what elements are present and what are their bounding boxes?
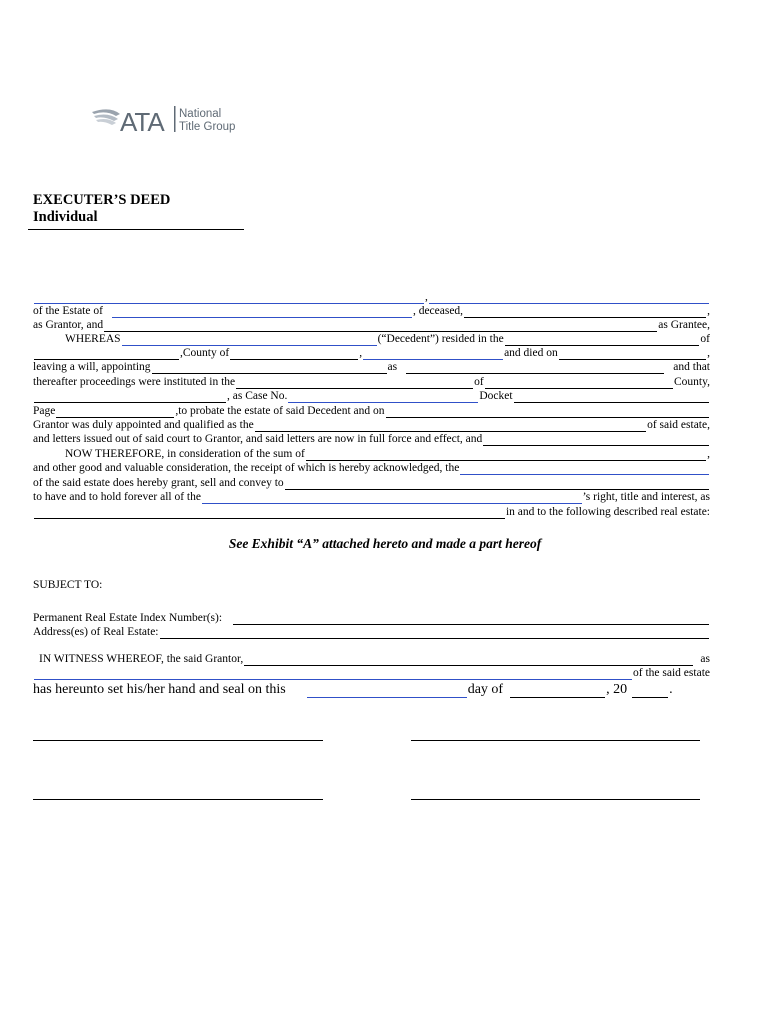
interest-field[interactable] xyxy=(34,507,505,519)
address-line: Address(es) of Real Estate: xyxy=(33,625,710,639)
day-field[interactable] xyxy=(307,684,467,698)
court-field[interactable] xyxy=(236,377,473,389)
witness-line: IN WITNESS WHEREOF, the said Grantor, as xyxy=(39,653,710,665)
closing-line: has hereunto set his/her hand and seal on this day of , 20 . xyxy=(33,682,673,697)
letters-field[interactable] xyxy=(483,434,709,446)
deed-line-9: Page ,to probate the estate of said Decedent and on xyxy=(33,404,710,418)
probate-date-field[interactable] xyxy=(386,406,709,418)
deed-line-11: and letters issued out of said court to Grantor, and said letters are now in full force and effect, and xyxy=(33,432,710,446)
title-rule xyxy=(28,229,244,230)
title-line-2: Individual xyxy=(33,209,98,225)
deed-line-4: WHEREAS (“Decedent”) resided in the of xyxy=(65,333,710,345)
pin-line: Permanent Real Estate Index Number(s): xyxy=(33,611,710,625)
witness-capacity-field[interactable] xyxy=(34,668,632,680)
page-field[interactable] xyxy=(56,406,174,418)
court-name-field[interactable] xyxy=(34,391,226,403)
address-field[interactable] xyxy=(160,627,709,639)
whereas-field[interactable] xyxy=(122,334,377,346)
ata-logo xyxy=(90,100,250,140)
docket-field[interactable] xyxy=(514,391,709,403)
resided-in-field[interactable] xyxy=(505,334,700,346)
died-on-field[interactable] xyxy=(559,348,706,360)
grantee-field[interactable] xyxy=(104,320,657,332)
pin-field[interactable] xyxy=(233,613,709,625)
exhibit-note: See Exhibit “A” attached hereto and made a part hereof xyxy=(228,536,542,551)
deed-line-13: and other good and valuable consideration, the receipt of which is hereby acknowledged, the xyxy=(33,461,710,475)
signature-line-2[interactable] xyxy=(411,740,700,741)
deed-line-3: as Grantor, and as Grantee, xyxy=(33,319,710,331)
state-field[interactable] xyxy=(363,348,503,360)
witness-grantor-field[interactable] xyxy=(244,654,693,666)
convey-to-field[interactable] xyxy=(285,478,709,490)
deceased-field[interactable] xyxy=(464,306,706,318)
document-title xyxy=(33,192,170,226)
deed-line-1: , xyxy=(33,290,710,304)
deed-line-2: of the Estate of , deceased, , xyxy=(33,305,710,317)
month-field[interactable] xyxy=(510,684,605,698)
svg-text:National: National xyxy=(179,108,222,120)
court-county-field[interactable] xyxy=(485,377,673,389)
as-field[interactable] xyxy=(406,362,664,374)
grantor-field[interactable] xyxy=(34,292,424,304)
consideration-field[interactable] xyxy=(306,449,706,461)
subject-to-label: SUBJECT TO: xyxy=(33,579,103,591)
deed-line-7: thereafter proceedings were instituted in the of County, xyxy=(33,376,710,388)
appointed-as-field[interactable] xyxy=(255,420,646,432)
svg-text:Title Group: Title Group xyxy=(179,121,236,133)
deed-line-14: of the said estate does hereby grant, sell and convey to xyxy=(33,476,710,490)
deed-line-6: leaving a will, appointing as and that xyxy=(33,361,710,373)
deed-line-10: Grantor was duly appointed and qualified as the of said estate, xyxy=(33,419,710,431)
city-field[interactable] xyxy=(34,348,179,360)
deed-line-5: ,County of , and died on , xyxy=(33,346,710,360)
county-field[interactable] xyxy=(230,348,358,360)
svg-text:ATA: ATA xyxy=(120,107,164,137)
deed-line-12: NOW THEREFORE, in consideration of the sum of , xyxy=(65,448,710,460)
signature-line-1[interactable] xyxy=(33,740,323,741)
deed-line-15: to have and to hold forever all of the ’s right, title and interest, as xyxy=(33,491,710,503)
year-field[interactable] xyxy=(632,684,668,698)
hold-forever-field[interactable] xyxy=(202,492,582,504)
signature-line-3[interactable] xyxy=(33,799,323,800)
title-line-1: EXECUTER’S DEED xyxy=(33,192,171,208)
witness-line-2: of the said estate xyxy=(33,666,710,680)
appointing-field[interactable] xyxy=(152,362,387,374)
signature-line-4[interactable] xyxy=(411,799,700,800)
estate-of-field[interactable] xyxy=(112,306,412,318)
grantor-field-2[interactable] xyxy=(429,292,709,304)
deed-line-16: in and to the following described real estate: xyxy=(33,505,710,519)
receipt-field[interactable] xyxy=(460,463,709,475)
case-no-field[interactable] xyxy=(288,391,478,403)
deed-line-8: , as Case No. Docket xyxy=(33,389,710,403)
